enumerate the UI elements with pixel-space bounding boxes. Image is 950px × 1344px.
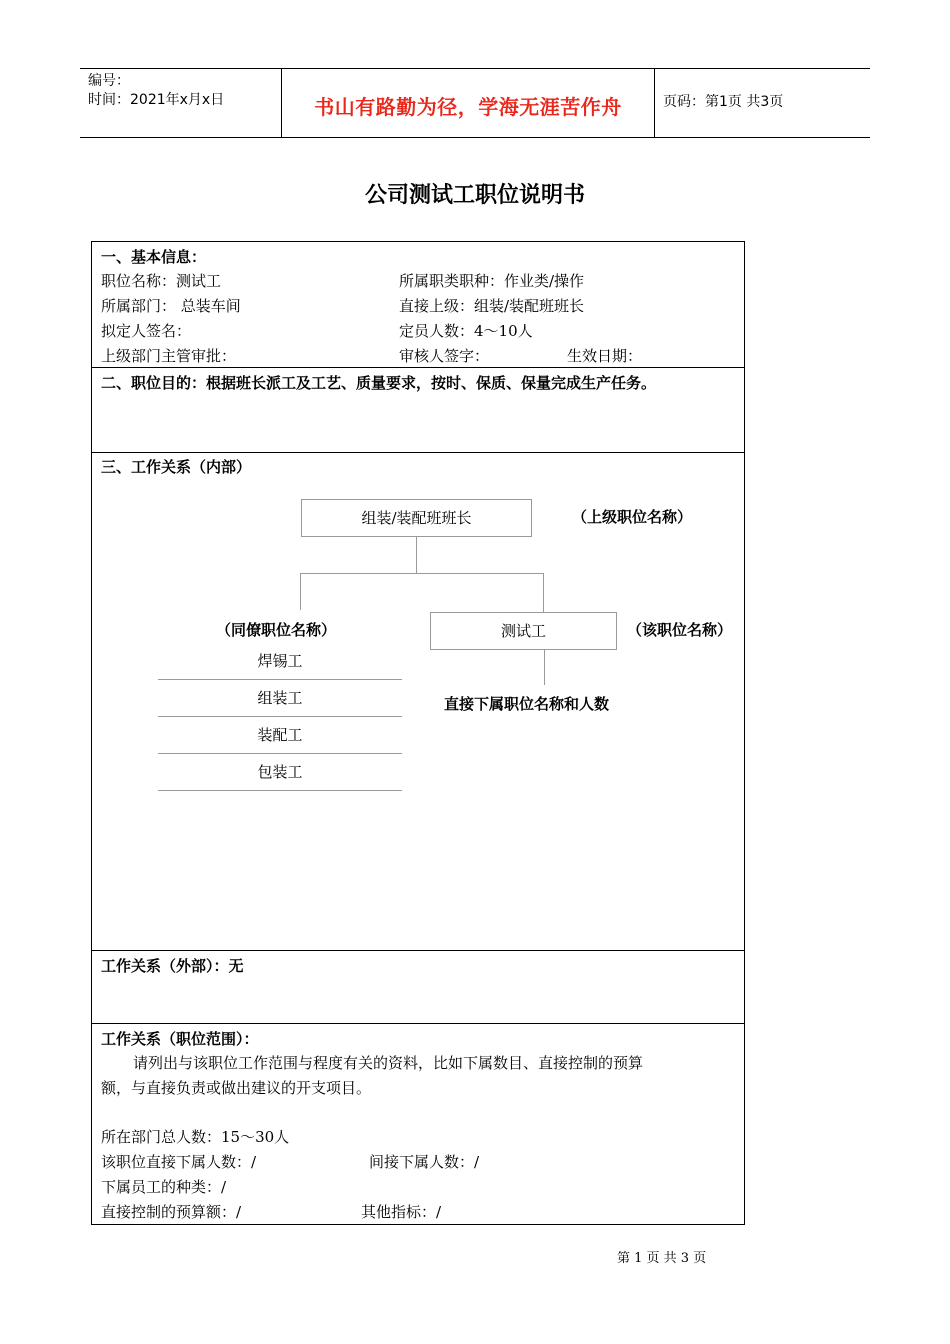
connector-line [300, 573, 301, 610]
scope-heading: 工作关系（职位范围）： [101, 1030, 259, 1048]
external-relations-section [92, 951, 744, 1024]
serial-label: 编号： [88, 73, 130, 89]
subordinates-caption: 直接下属职位名称和人数 [444, 695, 610, 713]
report-types: 下属员工的种类：/ [101, 1178, 227, 1196]
indirect-reports: 间接下属人数：/ [369, 1153, 480, 1171]
purpose-text: 二、职位目的：根据班长派工及工艺、质量要求，按时、保质、保量完成生产任务。 [101, 374, 657, 392]
superior-caption: （上级职位名称） [572, 508, 693, 526]
header-page-cell [655, 69, 870, 137]
self-box: 测试工 [430, 612, 617, 650]
scope-instruction-line1: 请列出与该职位工作范围与程度有关的资料，比如下属数目、直接控制的预算 [133, 1054, 644, 1072]
peer-label: 装配工 [257, 726, 303, 744]
peer-item [158, 753, 402, 791]
connector-line [416, 536, 417, 573]
peer-label: 组装工 [257, 689, 303, 707]
basic-info-section [92, 242, 744, 368]
peer-label: 包装工 [257, 763, 303, 781]
connector-line [300, 573, 544, 574]
peers-caption: （同僚职位名称） [216, 621, 337, 639]
purpose-section [92, 368, 744, 453]
page-code: 页码：第1页 共3页 [663, 94, 784, 110]
peer-item [158, 642, 402, 680]
page-footer: 第 1 页 共 3 页 [617, 1251, 707, 1266]
job-family: 所属职类职种：作业类/操作 [399, 272, 585, 290]
basic-info-heading: 一、基本信息： [101, 248, 207, 266]
direct-reports: 该职位直接下属人数：/ [101, 1153, 257, 1171]
connector-line [543, 573, 544, 612]
dept-head-approval: 上级部门主管审批： [101, 347, 237, 365]
document-title: 公司测试工职位说明书 [364, 182, 585, 208]
header-motto-cell [282, 69, 655, 137]
connector-line [544, 649, 545, 685]
budget: 直接控制的预算额：/ [101, 1203, 242, 1221]
time-label: 时间：2021年x月x日 [88, 92, 225, 108]
department: 所属部门： 总装车间 [101, 297, 241, 315]
headcount: 定员人数：4～10人 [399, 322, 533, 340]
scope-section [92, 1024, 744, 1224]
drafter-sign: 拟定人签名： [101, 322, 192, 340]
position-name: 职位名称：测试工 [101, 272, 222, 290]
peer-label: 焊锡工 [257, 652, 303, 670]
internal-relations-heading: 三、工作关系（内部） [101, 458, 252, 476]
internal-relations-section [92, 453, 744, 951]
peer-item [158, 679, 402, 717]
motto: 书山有路勤为径，学海无涯苦作舟 [314, 95, 622, 119]
self-caption: （该职位名称） [627, 621, 733, 639]
superior-box: 组装/装配班班长 [301, 499, 532, 537]
reviewer-sign: 审核人签字： [399, 347, 490, 365]
effective-date: 生效日期： [567, 347, 643, 365]
peer-item [158, 716, 402, 754]
external-relations-text: 工作关系（外部）：无 [101, 957, 244, 975]
other-metrics: 其他指标：/ [361, 1203, 442, 1221]
direct-superior: 直接上级：组装/装配班班长 [399, 297, 585, 315]
document-header [80, 68, 870, 138]
scope-instruction-line2: 额，与直接负责或做出建议的开支项目。 [101, 1079, 372, 1097]
job-description-form [91, 241, 745, 1225]
dept-total: 所在部门总人数：15～30人 [101, 1128, 290, 1146]
header-meta-cell [80, 69, 282, 137]
